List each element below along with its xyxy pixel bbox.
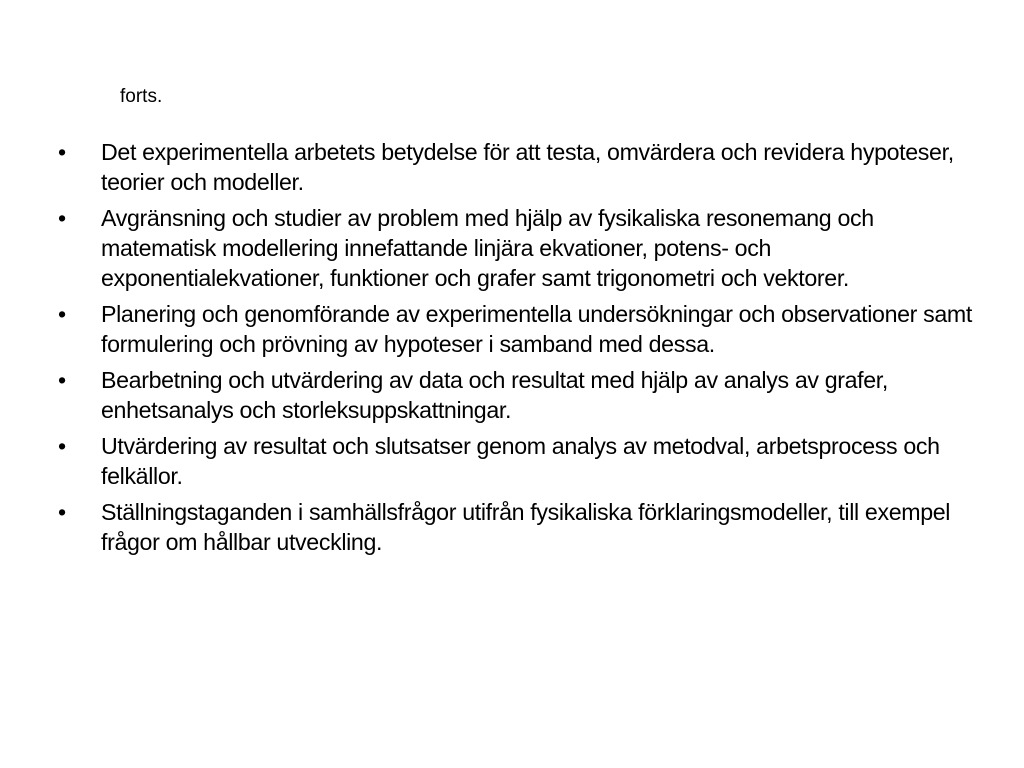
bullet-text: Det experimentella arbetets betydelse för att testa, omvärdera och revidera hypoteser, teorier och modeller. (101, 139, 954, 195)
bullet-icon: • (58, 433, 66, 459)
slide-subtitle: forts. (120, 86, 163, 107)
bullet-item (58, 497, 978, 557)
bullet-item (58, 365, 978, 425)
bullet-icon: • (58, 139, 66, 165)
bullet-icon: • (58, 205, 66, 231)
bullet-item (58, 137, 978, 197)
bullet-item (58, 203, 978, 293)
bullet-icon: • (58, 499, 66, 525)
bullet-text: Bearbetning och utvärdering av data och resultat med hjälp av analys av grafer, enhetsanalys och storleksuppskattningar. (101, 367, 888, 423)
bullet-item (58, 431, 978, 491)
bullet-text: Ställningstaganden i samhällsfrågor utifrån fysikaliska förklaringsmodeller, till exempel frågor om hållbar utveckling. (101, 499, 951, 555)
bullet-text: Avgränsning och studier av problem med hjälp av fysikaliska resonemang och matematisk modellering innefattande linjära ekvationer, potens- och exponentialekvationer, funktioner och grafer samt trigonometri och vektorer. (101, 205, 874, 291)
bullet-text: Planering och genomförande av experimentella undersökningar och observationer samt formulering och prövning av hypoteser i samband med dessa. (101, 301, 972, 357)
bullet-list (58, 137, 978, 563)
bullet-text: Utvärdering av resultat och slutsatser genom analys av metodval, arbetsprocess och felkällor. (101, 433, 940, 489)
bullet-icon: • (58, 367, 66, 393)
bullet-icon: • (58, 301, 66, 327)
bullet-item (58, 299, 978, 359)
